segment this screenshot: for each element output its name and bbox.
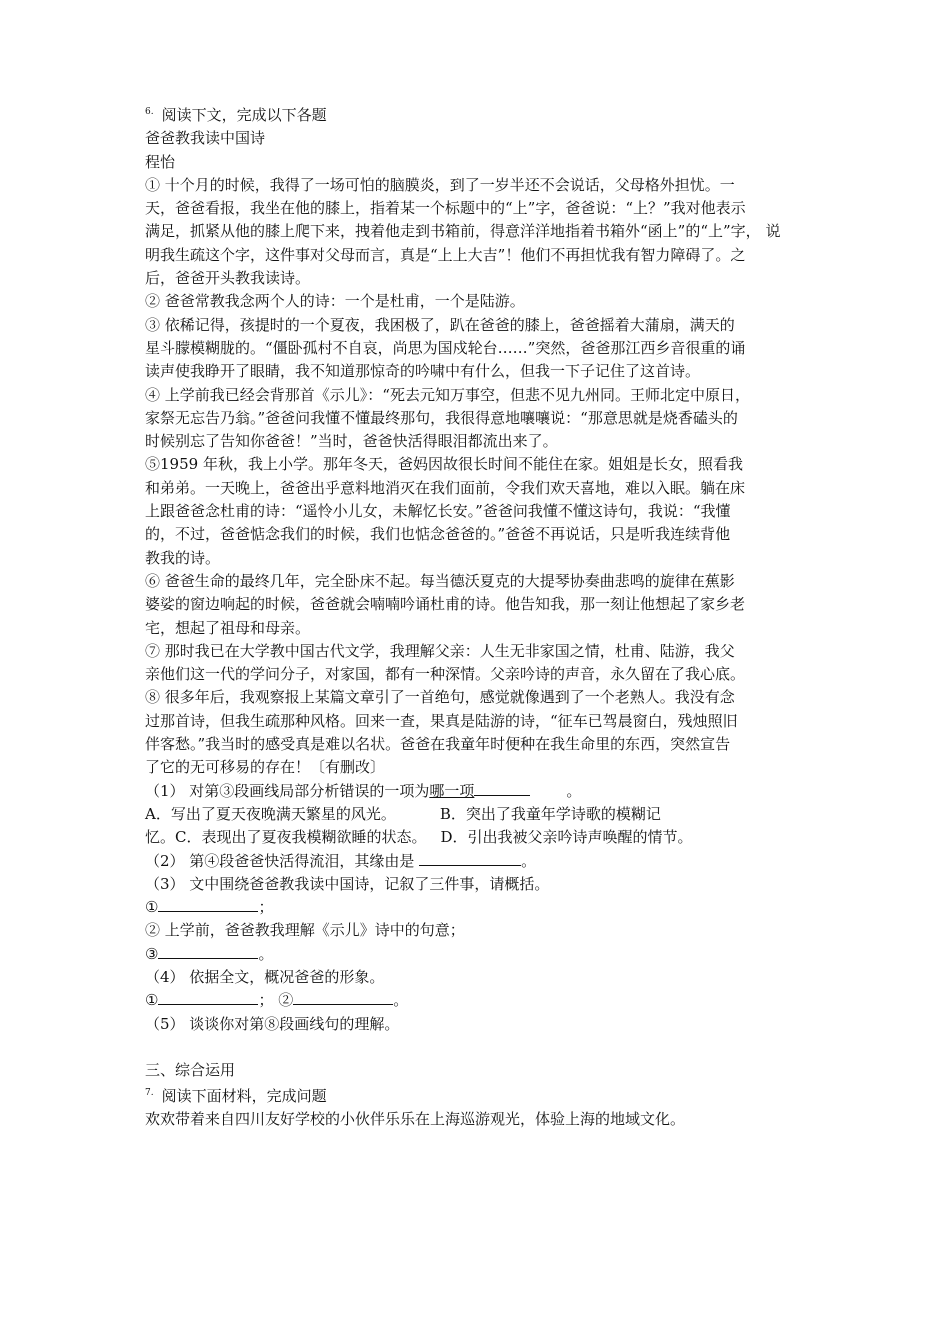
text-line: 后，爸爸开头教我读诗。	[145, 269, 311, 288]
option-d[interactable]: D．引出我被父亲吟诗声唤醒的情节。	[440, 828, 693, 847]
options-row-2	[145, 826, 815, 849]
subquestion-4-items	[145, 989, 815, 1012]
article-body	[145, 174, 815, 780]
subquestion-4: （4） 依据全文，概况爸爸的形象。	[145, 967, 385, 986]
question-7-header	[145, 1082, 815, 1108]
text-line: 婆娑的窗边响起的时候，爸爸就会喃喃吟诵杜甫的诗。他告知我，那一刻让他想起了家乡老	[145, 595, 746, 614]
question-7-intro: 欢欢带着来自四川友好学校的小伙伴乐乐在上海巡游观光，体验上海的地域文化。	[145, 1110, 686, 1129]
text-line: 星斗朦模糊胧的。“僵卧孤村不自哀，尚思为国戍轮台……”突然，爸爸那江西乡音很重的诵	[145, 338, 746, 357]
text-line: ④ 上学前我已经会背那首《示儿》：“死去元知万事空，但悲不见九州同。王师北定中原日，	[145, 385, 750, 404]
answer-blank[interactable]	[158, 989, 258, 1005]
text-line: ⑤1959 年秋，我上小学。那年冬天，爸妈因故很长时间不能住在家。姐姐是长女，照看我	[145, 455, 743, 474]
text-line: 读声使我睁开了眼睛，我不知道那惊奇的吟啸中有什么，但我一下子记住了这首诗。	[145, 362, 701, 381]
answer-blank[interactable]	[158, 943, 258, 959]
item-end: ；	[258, 898, 274, 917]
text-line: 的，不过，爸爸惦念我们的时候，我们也惦念爸爸的。”爸爸不再说话，只是听我连续背他	[145, 525, 731, 544]
text-line: 了它的无可移易的存在！〔有删改〕	[145, 758, 386, 777]
text-line: 宅，想起了祖母和母亲。	[145, 618, 311, 637]
option-a[interactable]: A．写出了夏天夜晚满天繁星的风光。	[145, 804, 396, 823]
underlined-phrase: 哪一项	[429, 781, 475, 800]
subquestion-1-end: 。	[566, 781, 582, 800]
document-content	[145, 101, 815, 1132]
text-line: 过那首诗，但我生疏那种风格。回来一查，果真是陆游的诗，“征车已驾晨窗白，残烛照旧	[145, 711, 738, 730]
item-marker: ①	[145, 898, 159, 917]
text-line: 教我的诗。	[145, 548, 221, 567]
item-marker: ③	[145, 944, 159, 963]
answer-blank[interactable]	[474, 780, 530, 796]
subquestion-1	[145, 780, 815, 803]
section-heading: 三、综合运用	[145, 1060, 236, 1079]
question-number: 6.	[145, 107, 154, 117]
text-line: 天，爸爸看报，我坐在他的膝上，指着某一个标题中的“上”字，爸爸说：“上？”我对他表示	[145, 199, 746, 218]
item-marker: ①	[145, 991, 159, 1010]
option-b[interactable]: B．突出了我童年学诗歌的模糊记	[439, 804, 661, 823]
subquestion-3-item-3	[145, 943, 815, 966]
subquestion-3: （3） 文中围绕爸爸教我读中国诗，记叙了三件事，请概括。	[145, 874, 550, 893]
subquestion-1-prompt: （1） 对第③段画线局部分析错误的一项为	[145, 781, 430, 800]
item-end: 。	[258, 944, 274, 963]
text-line: 和弟弟。一天晚上，爸爸出乎意料地消灭在我们面前，令我们欢天喜地，难以入眠。躺在床	[145, 478, 746, 497]
option-b-continued: 忆。	[145, 828, 176, 847]
text-line: ① 十个月的时候，我得了一场可怕的脑膜炎，到了一岁半还不会说话，父母格外担忧。一	[145, 175, 735, 194]
text-line: ② 爸爸常教我念两个人的诗：一个是杜甫，一个是陆游。	[145, 292, 525, 311]
question-6-header	[145, 101, 815, 127]
article-author: 程怡	[145, 152, 176, 171]
text-line: 伴客愁。”我当时的感受真是难以名状。爸爸在我童年时便种在我生命里的东西，突然宣告	[145, 735, 731, 754]
text-line: ⑦ 那时我已在大学教中国古代文学，我理解父亲：人生无非家国之情，杜甫、陆游，我父	[145, 641, 735, 660]
option-c[interactable]: C．表现出了夏夜我模糊欲睡的状态。	[175, 828, 427, 847]
article-title: 爸爸教我读中国诗	[145, 129, 266, 148]
item-end: 。	[393, 991, 409, 1010]
text-line: 时候别忘了告知你爸爸！”当时，爸爸快活得眼泪都流出来了。	[145, 432, 558, 451]
subquestion-2-prompt: （2） 第④段爸爸快活得流泪，其缘由是	[145, 851, 415, 870]
text-line: 明我生疏这个字，这件事对父母而言，真是“上上大吉”！他们不再担忧我有智力障碍了。之	[145, 245, 746, 264]
subquestion-2	[145, 850, 815, 873]
question-prompt: 阅读下面材料，完成问题	[161, 1087, 327, 1106]
text-line: 家祭无忘告乃翁。”爸爸问我懂不懂最终那句，我很得意地嚷嚷说：“那意思就是烧香磕头的	[145, 408, 738, 427]
subquestion-5: （5） 谈谈你对第⑧段画线句的理解。	[145, 1014, 400, 1033]
question-number: 7.	[145, 1088, 154, 1099]
text-line: 满足，抓紧从他的膝上爬下来，拽着他走到书箱前，得意洋洋地指着书箱外“函上”的“上”字， 说	[145, 222, 781, 241]
subquestion-2-end: 。	[521, 851, 537, 870]
text-line: ③ 依稀记得，孩提时的一个夏夜，我困极了，趴在爸爸的膝上，爸爸摇着大蒲扇，满天的	[145, 315, 735, 334]
subquestion-3-item-1	[145, 896, 815, 919]
subquestion-3-item-2: ② 上学前，爸爸教我理解《示儿》诗中的句意；	[145, 921, 465, 940]
text-line: 亲他们这一代的学问分子，对家国，都有一种深情。父亲吟诗的声音，永久留在了我心底。	[145, 665, 746, 684]
answer-blank[interactable]	[419, 850, 521, 866]
options-row-1	[145, 803, 815, 826]
question-prompt: 阅读下文，完成以下各题	[161, 106, 327, 124]
spacer	[145, 1036, 815, 1059]
item-separator: ；	[258, 991, 274, 1010]
text-line: ⑥ 爸爸生命的最终几年，完全卧床不起。每当德沃夏克的大提琴协奏曲悲鸣的旋律在蕉影	[145, 571, 735, 590]
answer-blank[interactable]	[158, 896, 258, 912]
text-line: 上跟爸爸念杜甫的诗：“遥怜小儿女，未解忆长安。”爸爸问我懂不懂这诗句，我说：“我懂	[145, 502, 731, 521]
answer-blank[interactable]	[293, 989, 393, 1005]
text-line: ⑧ 很多年后，我观察报上某篇文章引了一首绝句，感觉就像遇到了一个老熟人。我没有念	[145, 688, 735, 707]
item-marker: ②	[278, 991, 294, 1010]
